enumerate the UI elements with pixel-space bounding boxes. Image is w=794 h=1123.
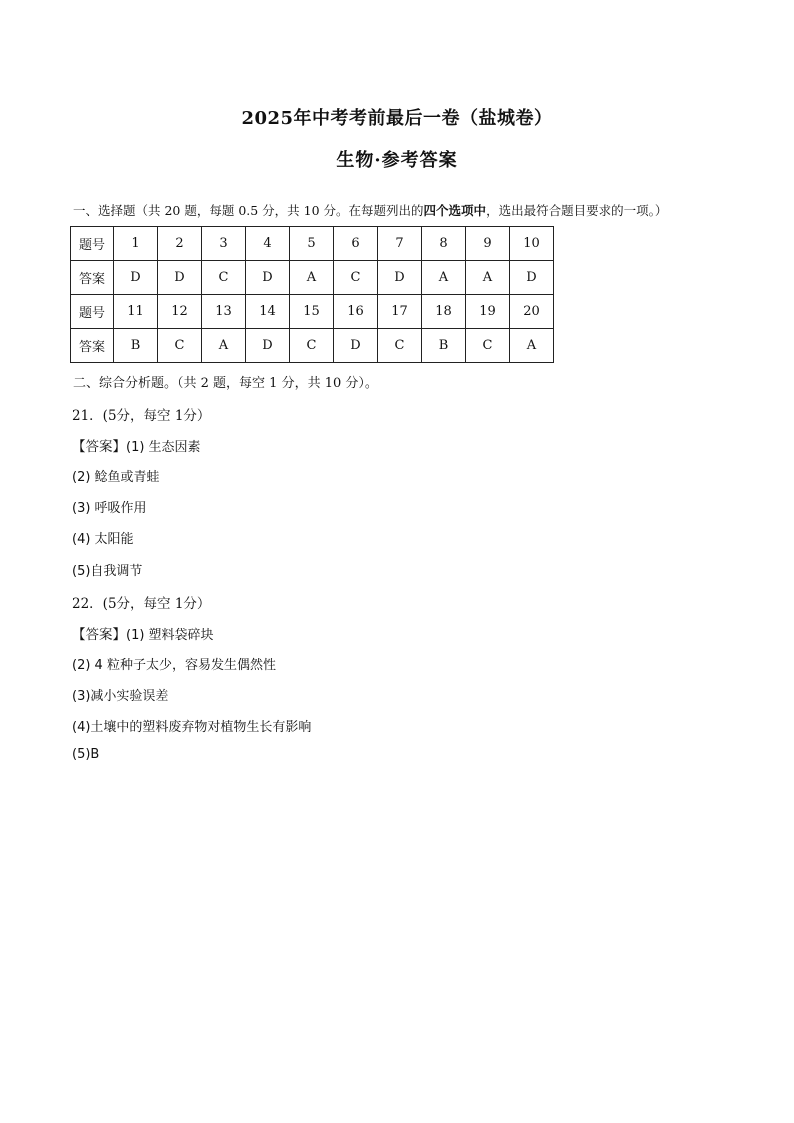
table-cell: 13 (202, 295, 246, 329)
page-subtitle: 生物·参考答案 (336, 150, 458, 171)
section-1-prefix: 一、选择题（共 20 题，每题 0.5 分，共 10 分。在每题列出的 (73, 203, 424, 218)
table-row-answers-2 (71, 329, 554, 363)
question-22-answer-line-3: (3)减小实验误差 (72, 689, 169, 704)
question-21-answer-line-4: (4) 太阳能 (72, 532, 134, 547)
row-label-question: 题号 (71, 295, 114, 329)
table-cell: C (334, 261, 378, 295)
table-cell: 20 (510, 295, 554, 329)
table-cell: D (378, 261, 422, 295)
table-row-question-numbers-1 (71, 227, 554, 261)
table-cell: A (510, 329, 554, 363)
table-cell: 3 (202, 227, 246, 261)
section-1-heading (73, 201, 667, 219)
table-cell: C (466, 329, 510, 363)
question-22-answer-line-5: (5)B (72, 747, 100, 762)
table-cell: 1 (114, 227, 158, 261)
table-cell: 19 (466, 295, 510, 329)
row-label-answer: 答案 (71, 261, 114, 295)
row-label-answer: 答案 (71, 329, 114, 363)
table-cell: A (202, 329, 246, 363)
table-cell: 18 (422, 295, 466, 329)
table-cell: 11 (114, 295, 158, 329)
question-21-header: 21．(5分，每空 1分） (72, 408, 211, 424)
table-cell: D (114, 261, 158, 295)
table-cell: 16 (334, 295, 378, 329)
table-cell: D (158, 261, 202, 295)
table-cell: B (422, 329, 466, 363)
question-22-header: 22．(5分，每空 1分） (72, 596, 211, 612)
table-row-question-numbers-2 (71, 295, 554, 329)
table-cell: D (510, 261, 554, 295)
table-cell: 12 (158, 295, 202, 329)
table-cell: C (202, 261, 246, 295)
table-cell: A (422, 261, 466, 295)
table-cell: 10 (510, 227, 554, 261)
answer-table (70, 226, 554, 363)
section-1-suffix: ，选出最符合题目要求的一项。） (486, 203, 668, 218)
table-cell: C (378, 329, 422, 363)
table-cell: 17 (378, 295, 422, 329)
answer-text: (1) 塑料袋碎块 (126, 628, 214, 643)
question-21-answer-line-5: (5)自我调节 (72, 564, 143, 579)
table-cell: D (246, 261, 290, 295)
table-cell: A (290, 261, 334, 295)
table-cell: B (114, 329, 158, 363)
table-cell: 4 (246, 227, 290, 261)
table-cell: C (290, 329, 334, 363)
table-cell: 6 (334, 227, 378, 261)
answer-text: (1) 生态因素 (126, 440, 201, 455)
table-cell: A (466, 261, 510, 295)
question-22-answer-line-1 (72, 623, 214, 643)
question-21-answer-line-3: (3) 呼吸作用 (72, 501, 147, 516)
section-1-bold: 四个选项中 (423, 203, 487, 218)
table-cell: 2 (158, 227, 202, 261)
table-cell: 7 (378, 227, 422, 261)
table-cell: 8 (422, 227, 466, 261)
table-cell: 15 (290, 295, 334, 329)
page-title: 2025年中考考前最后一卷（盐城卷） (241, 108, 553, 129)
row-label-question: 题号 (71, 227, 114, 261)
table-cell: D (334, 329, 378, 363)
question-22-answer-line-4: (4)土壤中的塑料废弃物对植物生长有影响 (72, 720, 312, 735)
question-22-answer-line-2: (2) 4 粒种子太少，容易发生偶然性 (72, 658, 276, 673)
table-row-answers-1 (71, 261, 554, 295)
answer-label: 【答案】 (72, 627, 126, 643)
table-cell: 5 (290, 227, 334, 261)
answer-label: 【答案】 (72, 439, 126, 455)
table-cell: D (246, 329, 290, 363)
table-cell: 14 (246, 295, 290, 329)
section-2-heading: 二、综合分析题。（共 2 题，每空 1 分，共 10 分）。 (73, 376, 378, 391)
question-21-answer-line-2: (2) 鲶鱼或青蛙 (72, 470, 160, 485)
table-cell: C (158, 329, 202, 363)
question-21-answer-line-1 (72, 435, 201, 455)
table-cell: 9 (466, 227, 510, 261)
